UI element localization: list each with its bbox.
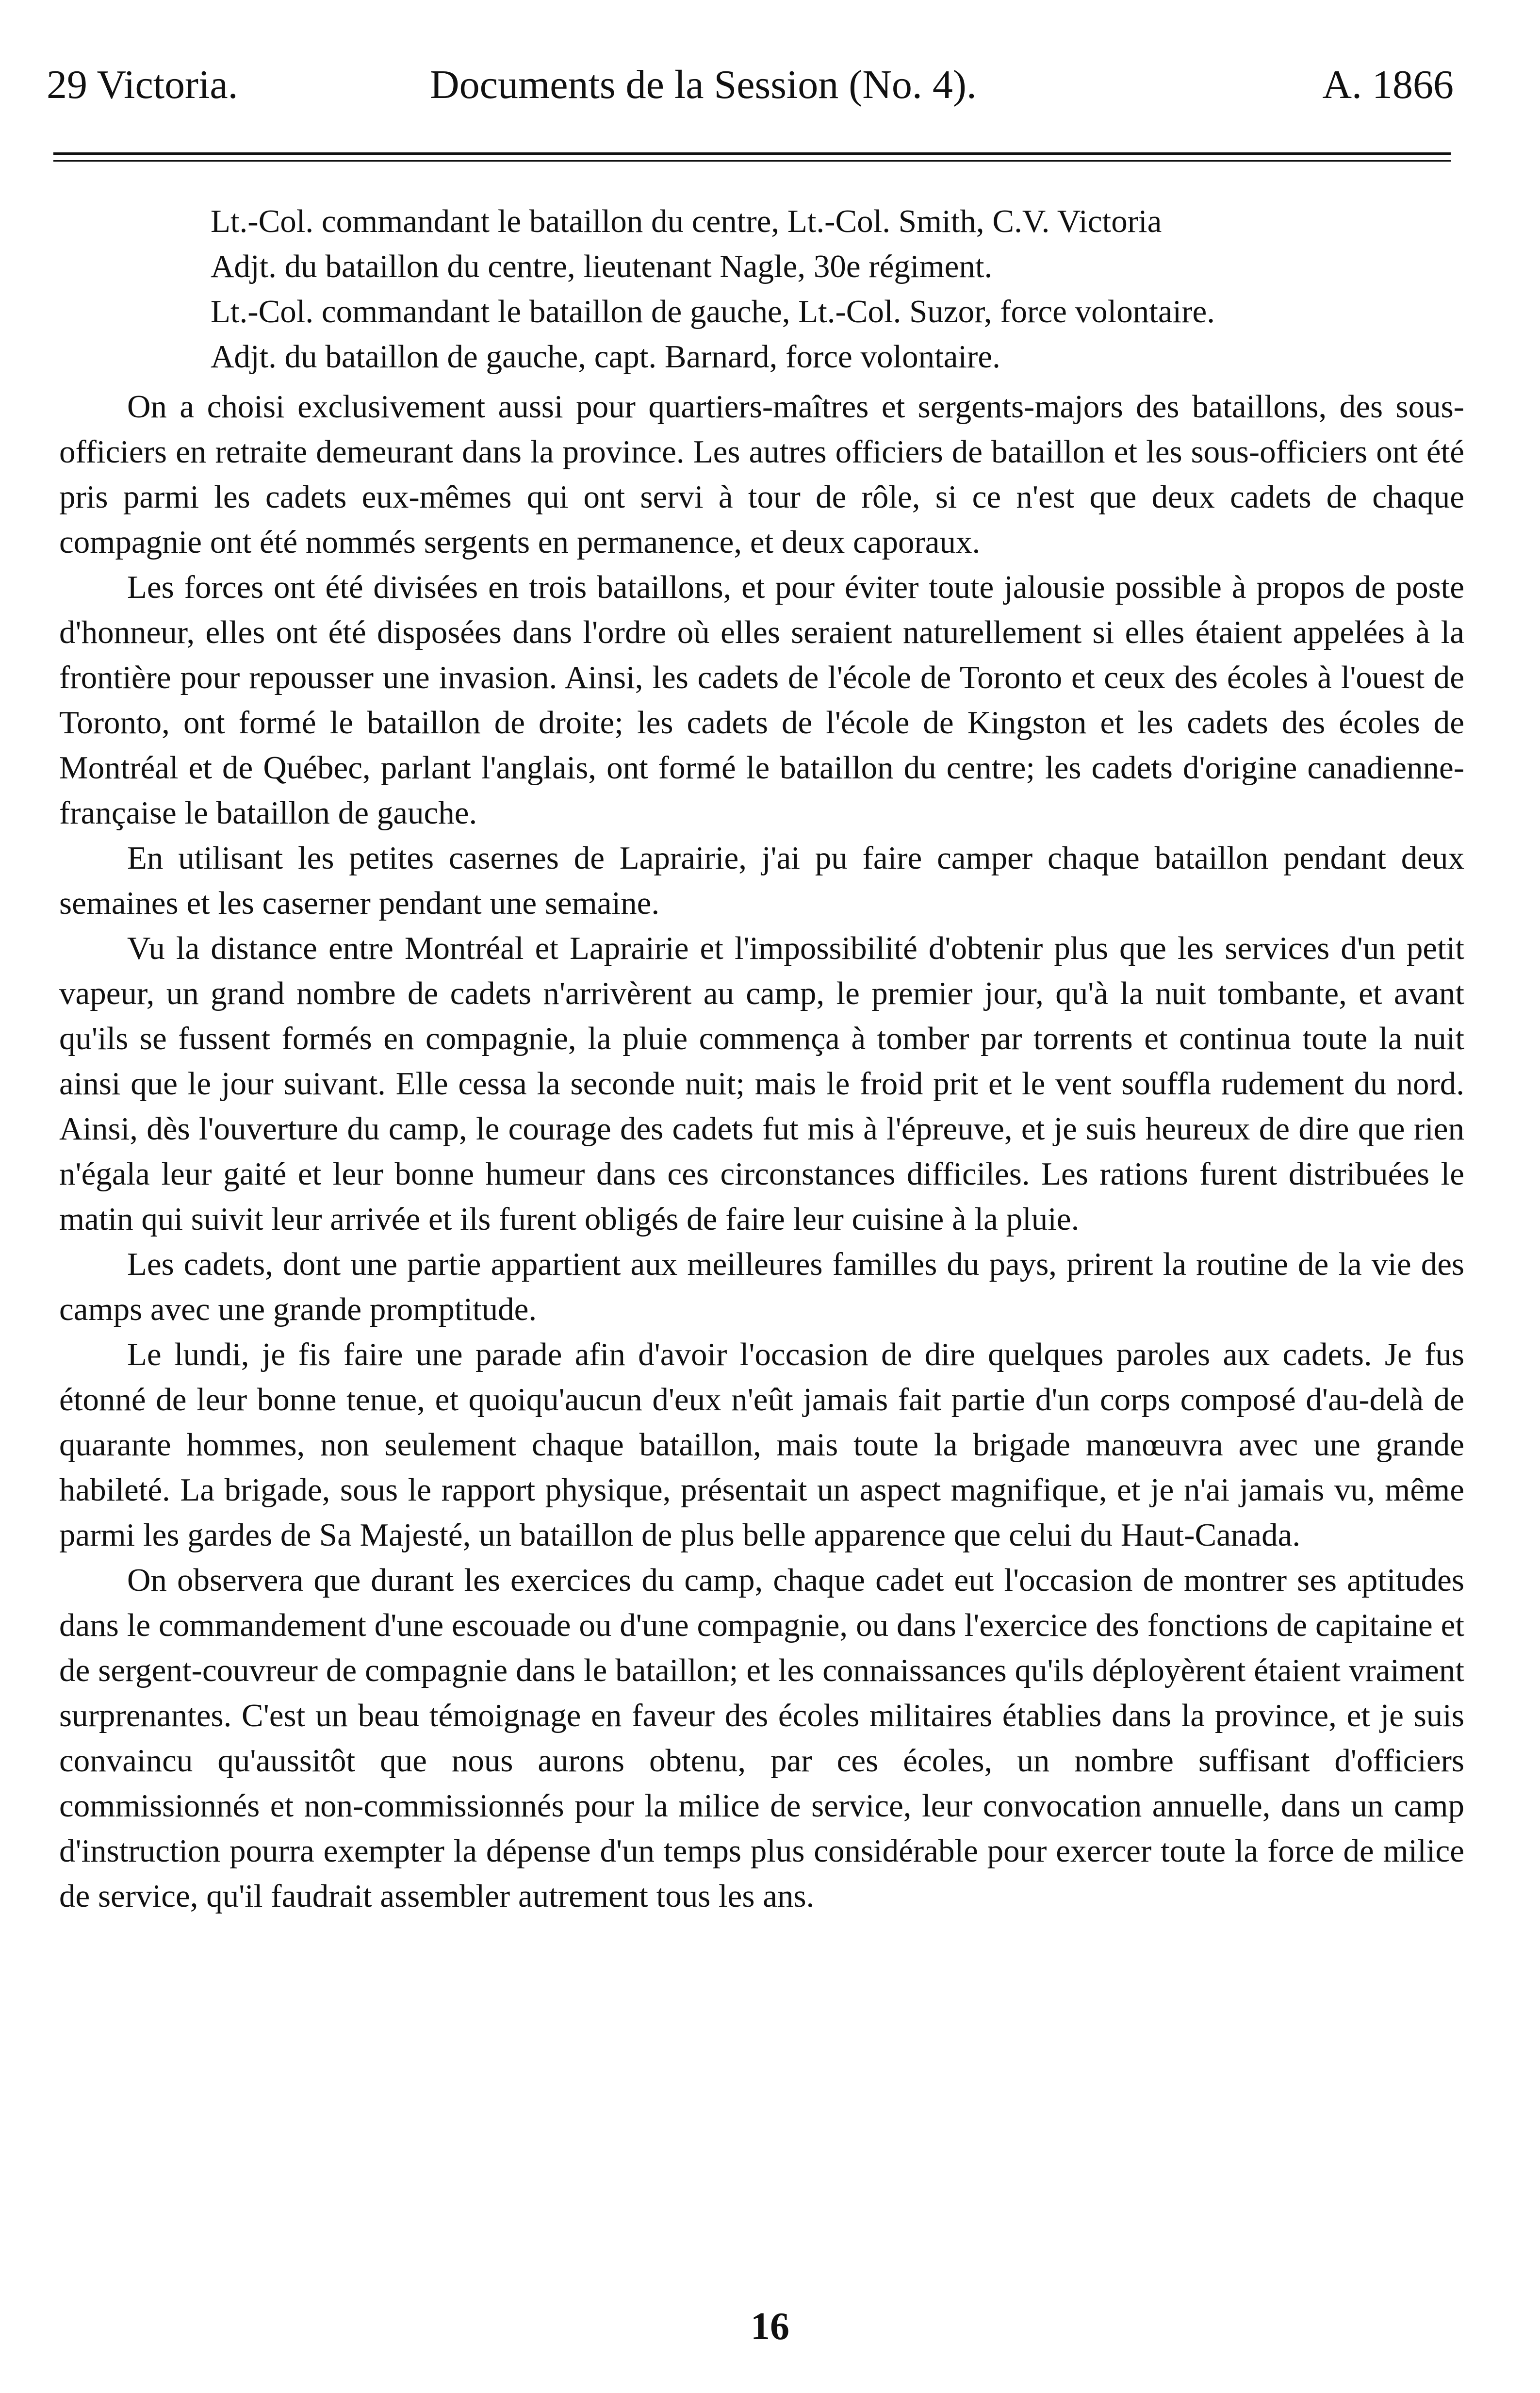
paragraph: On observera que durant les exercices du camp, chaque cadet eut l'occasion de montrer ses aptitudes dans le commandement d'une escouade ou d'une compagnie, ou dans l'exercice des fonctions de capitaine et de sergent-couvreur de compagnie dans le bataillon; et les connaissances qu'ils déployèrent étaient vraiment surprenantes. C'est un beau témoignage en faveur des écoles militaires établies dans la province, et je suis convaincu qu'aussitôt que nous aurons obtenu, par ces écoles, un nombre suffisant d'officiers commissionnés et non-commissionnés pour la milice de service, leur convocation annuelle, dans un camp d'instruction pourra exempter la dépense d'un temps plus considérable pour exercer toute la force de milice de service, qu'il faudrait assembler autrement tous les ans. (59, 1562, 1464, 1914)
officer-list (211, 199, 1453, 380)
header-title: Documents de la Session (No. 4). (430, 62, 977, 107)
running-header (47, 58, 1454, 112)
officer-line: Adjt. du bataillon du centre, lieutenant Nagle, 30e régiment. (211, 248, 993, 284)
officer-line: Adjt. du bataillon de gauche, capt. Barnard, force volontaire. (211, 339, 1000, 375)
header-rule-thin (53, 160, 1451, 162)
header-rule-thick (53, 152, 1451, 155)
paragraph: Les cadets, dont une partie appartient aux meilleures familles du pays, prirent la routine de la vie des camps avec une grande promptitude. (59, 1246, 1464, 1327)
paragraph: Les forces ont été divisées en trois bataillons, et pour éviter toute jalousie possible à propos de poste d'honneur, elles ont été disposées dans l'ordre où elles seraient naturellement si elles étaient appelées à la frontière pour repousser une invasion. Ainsi, les cadets de l'école de Toronto et ceux des écoles à l'ouest de Toronto, ont formé le bataillon de droite; les cadets de l'école de Kingston et les cadets des écoles de Montréal et de Québec, parlant l'anglais, ont formé le bataillon du centre; les cadets d'origine canadienne-française le bataillon de gauche. (59, 569, 1464, 831)
header-year: A. 1866 (1322, 62, 1454, 107)
officer-line: Lt.-Col. commandant le bataillon de gauche, Lt.-Col. Suzor, force volontaire. (211, 294, 1215, 330)
paragraph: Le lundi, je fis faire une parade afin d'avoir l'occasion de dire quelques paroles aux cadets. Je fus étonné de leur bonne tenue, et quoiqu'aucun d'eux n'eût jamais fait partie d'un corps composé d'au-delà de quarante hommes, non seulement chaque bataillon, mais toute la brigade manœuvra avec une grande habileté. La brigade, sous le rapport physique, présentait un aspect magnifique, et je n'ai jamais vu, même parmi les gardes de Sa Majesté, un bataillon de plus belle apparence que celui du Haut-Canada. (59, 1337, 1464, 1553)
paragraph: Vu la distance entre Montréal et Laprairie et l'impossibilité d'obtenir plus que les services d'un petit vapeur, un grand nombre de cadets n'arrivèrent au camp, le premier jour, qu'à la nuit tombante, et avant qu'ils se fussent formés en compagnie, la pluie commença à tomber par torrents et continua toute la nuit ainsi que le jour suivant. Elle cessa la seconde nuit; mais le froid prit et le vent souffla rudement du nord. Ainsi, dès l'ouverture du camp, le courage des cadets fut mis à l'épreuve, et je suis heureux de dire que rien n'égala leur gaité et leur bonne humeur dans ces circonstances difficiles. Les rations furent distribuées le matin qui suivit leur arrivée et ils furent obligés de faire leur cuisine à la pluie. (59, 930, 1464, 1237)
body-text (59, 384, 1464, 1919)
paragraph: En utilisant les petites casernes de Laprairie, j'ai pu faire camper chaque bataillon pendant deux semaines et les caserner pendant une semaine. (59, 840, 1464, 921)
page-number: 16 (751, 2305, 789, 2348)
paragraph: On a choisi exclusivement aussi pour quartiers-maîtres et sergents-majors des bataillons, des sous-officiers en retraite demeurant dans la province. Les autres officiers de bataillon et les sous-officiers ont été pris parmi les cadets eux-mêmes qui ont servi à tour de rôle, si ce n'est que deux cadets de chaque compagnie ont été nommés sergents en permanence, et deux caporaux. (59, 389, 1464, 560)
header-session: 29 Victoria. (47, 62, 238, 107)
officer-line: Lt.-Col. commandant le bataillon du centre, Lt.-Col. Smith, C.V. Victoria (211, 203, 1162, 239)
